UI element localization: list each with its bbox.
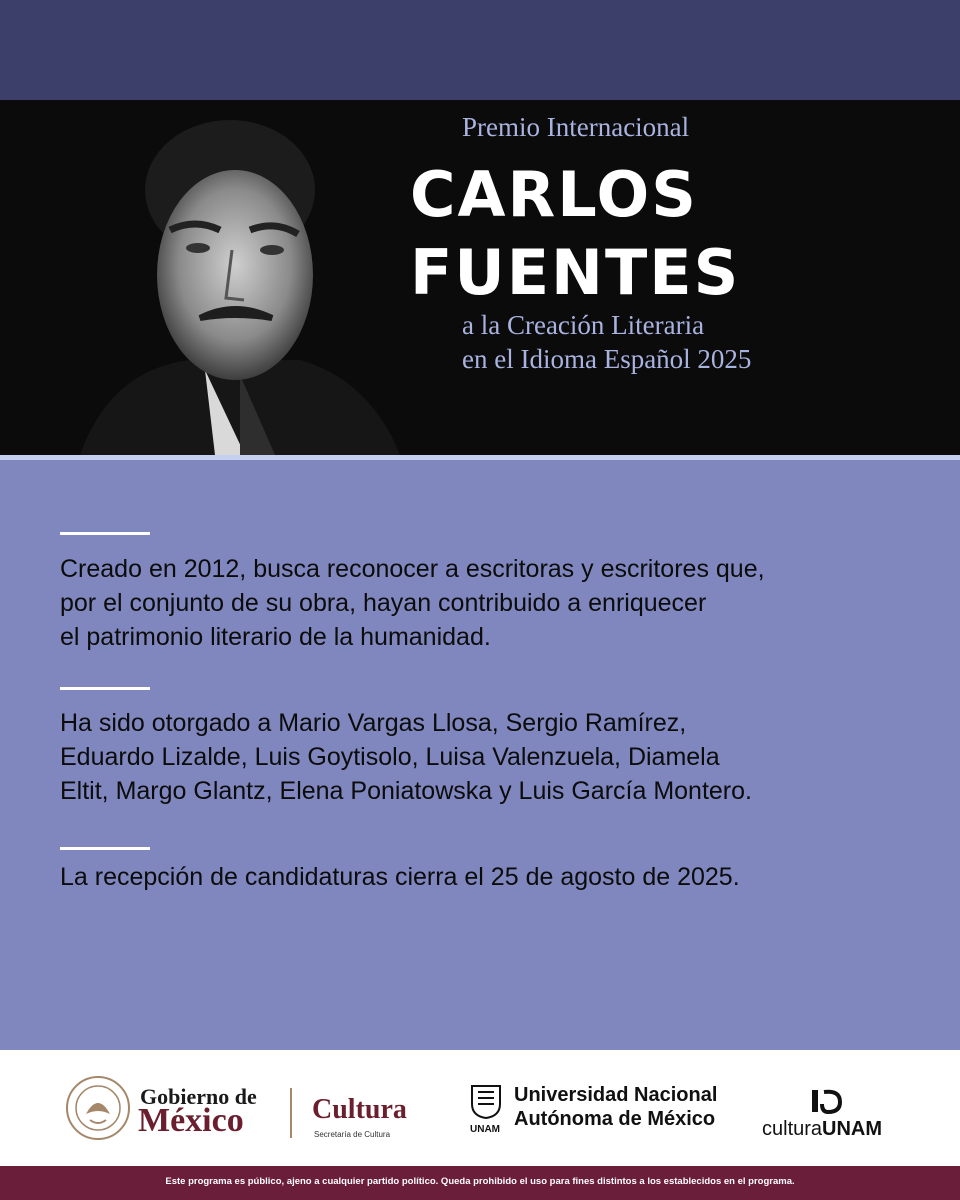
title-fuentes: FUENTES <box>410 236 741 309</box>
section-rule-1 <box>60 532 150 535</box>
paragraph-line: Eltit, Margo Glantz, Elena Poniatowska y Luis García Montero. <box>60 777 752 805</box>
title-carlos: CARLOS <box>410 158 698 231</box>
prize-label: Premio Internacional <box>462 112 690 142</box>
unam-name-line-2: Autónoma de México <box>514 1108 716 1130</box>
paragraph-deadline: La recepción de candidaturas cierra el 25 de agosto de 2025. <box>60 863 740 891</box>
hero-banner <box>0 100 960 455</box>
subtitle-line-2: en el Idioma Español 2025 <box>462 344 752 374</box>
paragraph-awarded <box>60 706 920 808</box>
paragraph-line: por el conjunto de su obra, hayan contribuido a enriquecer <box>60 589 707 617</box>
top-band <box>0 0 960 100</box>
logo-divider <box>290 1088 292 1138</box>
gobierno-label: Gobierno de <box>140 1084 257 1109</box>
subtitle-line-1: a la Creación Literaria <box>462 310 705 340</box>
paragraph-line: Creado en 2012, busca reconocer a escritoras y escritores que, <box>60 555 765 583</box>
portrait-photo <box>0 100 420 455</box>
cultura-unam-mark-icon <box>810 1088 846 1114</box>
mexico-coat-of-arms-icon <box>64 1074 132 1142</box>
section-rule-3 <box>60 847 150 850</box>
section-rule-2 <box>60 687 150 690</box>
paragraph-created <box>60 552 920 654</box>
paragraph-line: el patrimonio literario de la humanidad. <box>60 623 491 651</box>
unam-name-line-1: Universidad Nacional <box>514 1084 718 1106</box>
secretaria-label: Secretaría de Cultura <box>314 1130 391 1139</box>
paragraph-line: Eduardo Lizalde, Luis Goytisolo, Luisa Valenzuela, Diamela <box>60 743 720 771</box>
unam-abbrev: UNAM <box>470 1124 500 1135</box>
cultura-unam-suffix: UNAM <box>822 1118 883 1140</box>
mexico-label: México <box>138 1102 244 1139</box>
legal-disclaimer: Este programa es público, ajeno a cualquier partido político. Queda prohibido el uso para fines distintos a los establecidos en el programa. <box>165 1176 795 1187</box>
cultura-logo-text: Cultura <box>312 1094 407 1125</box>
paragraph-line: Ha sido otorgado a Mario Vargas Llosa, Sergio Ramírez, <box>60 709 687 737</box>
unam-shield-icon <box>470 1084 502 1120</box>
logos-bar <box>0 1050 960 1166</box>
cultura-unam-wordmark <box>762 1118 882 1141</box>
info-panel <box>0 460 960 1050</box>
legal-footer <box>0 1166 960 1200</box>
cultura-unam-prefix: cultura <box>762 1118 823 1140</box>
